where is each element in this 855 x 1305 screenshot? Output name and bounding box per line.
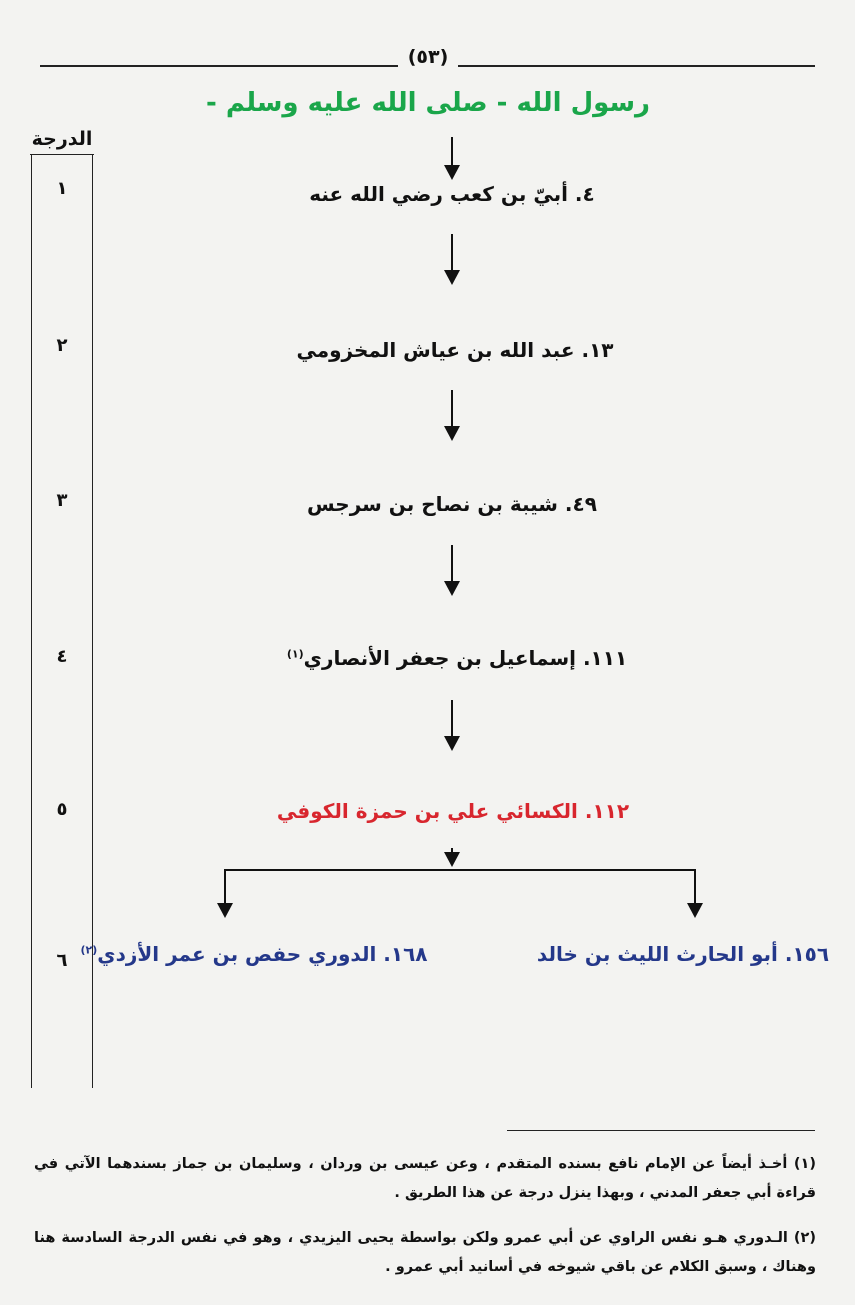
- footnote-ref: (١): [286, 647, 304, 661]
- degree-number: ٦: [56, 950, 68, 971]
- branch-node-duri: [81, 942, 428, 966]
- header-rule-left: [40, 65, 398, 67]
- branch-left-line: [224, 869, 226, 905]
- chain-node-ismail: [287, 646, 627, 670]
- header-rule-right: [458, 65, 815, 67]
- arrow-down-icon: [217, 903, 233, 918]
- arrow-down-icon: [687, 903, 703, 918]
- branch-right-line: [694, 869, 696, 905]
- footnote-2: (٢) الـدوري هـو نفس الراوي عن أبي عمرو ولكن بواسطة يحيى اليزيدي ، وهو في نفس الدرجة السادسة هنا وهناك ، وسبق الكلام عن باقي شيوخه في أسانيد أبي عمرو .: [34, 1230, 816, 1275]
- branch-node-duri-label: ١٦٨. الدوري حفص بن عمر الأزدي: [97, 942, 428, 966]
- footnote-separator: [507, 1130, 815, 1131]
- arrow-down-icon: [444, 852, 460, 867]
- arrow-down-icon: [444, 736, 460, 751]
- degree-number: ٥: [56, 799, 68, 820]
- chain-node-kisai: ١١٢. الكسائي علي بن حمزة الكوفي: [276, 799, 630, 823]
- branch-connector: [224, 869, 696, 871]
- arrow-down-line: [451, 234, 453, 272]
- arrow-down-line: [451, 137, 453, 167]
- degree-number: ٣: [56, 490, 68, 511]
- chain-node-abdullah: ١٣. عبد الله بن عياش المخزومي: [296, 338, 614, 362]
- chain-node-ubayy: ٤. أبيّ بن كعب رضي الله عنه: [309, 182, 595, 206]
- footnote-1: (١) أخـذ أيضاً عن الإمام نافع بسنده المتقدم ، وعن عيسى بن وردان ، وسليمان بن جماز بسندهما الآتي في قراءة أبي جعفر المدني ، وبهذا ينزل درجة عن هذا الطريق .: [34, 1156, 816, 1201]
- arrow-down-line: [451, 700, 453, 738]
- chain-origin-title: رسول الله - صلى الله عليه وسلم -: [206, 88, 650, 118]
- arrow-down-line: [451, 390, 453, 428]
- arrow-down-line: [451, 545, 453, 583]
- arrow-down-icon: [444, 426, 460, 441]
- degree-header-rule: [30, 154, 94, 155]
- arrow-down-icon: [444, 270, 460, 285]
- degree-column-header: الدرجة: [31, 128, 93, 150]
- degree-column-left-border: [31, 155, 32, 1088]
- arrow-down-icon: [444, 581, 460, 596]
- page-number: (٥٣): [407, 46, 449, 68]
- arrow-down-icon: [444, 165, 460, 180]
- chain-node-ismail-label: ١١١. إسماعيل بن جعفر الأنصاري: [303, 646, 628, 670]
- chain-node-shaybah: ٤٩. شيبة بن نصاح بن سرجس: [307, 492, 597, 516]
- footnote-ref: (٢): [80, 943, 98, 957]
- degree-number: ١: [56, 178, 68, 199]
- degree-number: ٤: [56, 646, 68, 667]
- degree-number: ٢: [56, 335, 68, 356]
- branch-node-layth: ١٥٦. أبو الحارث الليث بن خالد: [536, 942, 830, 966]
